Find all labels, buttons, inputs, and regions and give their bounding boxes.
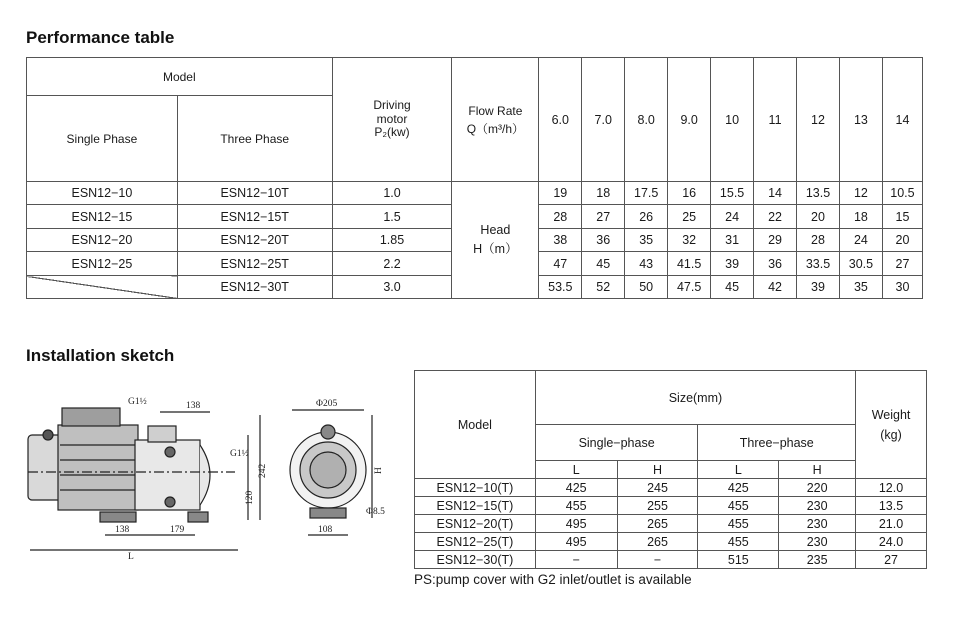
table-row bbox=[415, 479, 927, 497]
single-phase-model: ESN12−20 bbox=[27, 229, 178, 252]
size-value: 425 bbox=[535, 479, 617, 497]
head-value: 36 bbox=[582, 229, 625, 252]
three-phase-header: Three Phase bbox=[177, 96, 332, 182]
dim-138-bottom: 138 bbox=[115, 525, 130, 535]
head-value: 45 bbox=[582, 252, 625, 276]
head-value: 12 bbox=[839, 182, 882, 205]
size-value: 455 bbox=[698, 533, 779, 551]
g1-side-label: G1½ bbox=[230, 449, 249, 459]
size-value: 495 bbox=[535, 515, 617, 533]
size-value: 255 bbox=[617, 497, 698, 515]
head-value: 35 bbox=[625, 229, 668, 252]
single-phase-model-empty bbox=[27, 276, 178, 299]
motor-power: 1.0 bbox=[332, 182, 452, 205]
head-value: 27 bbox=[582, 205, 625, 229]
size-value: 455 bbox=[698, 497, 779, 515]
head-value: 42 bbox=[754, 276, 797, 299]
table-row bbox=[415, 497, 927, 515]
size-model: ESN12−20(T) bbox=[415, 515, 536, 533]
three-phase-size-header: Three−phase bbox=[698, 425, 856, 461]
flow-value: 9.0 bbox=[668, 58, 711, 182]
flow-value: 12 bbox=[797, 58, 840, 182]
three-phase-model: ESN12−30T bbox=[177, 276, 332, 299]
performance-table bbox=[26, 57, 923, 299]
size-value: 495 bbox=[535, 533, 617, 551]
head-value: 18 bbox=[582, 182, 625, 205]
head-value: 15.5 bbox=[711, 182, 754, 205]
dim-L: L bbox=[128, 552, 134, 562]
head-value: 52 bbox=[582, 276, 625, 299]
flow-rate-header: Flow Rate Q（m³/h） bbox=[452, 58, 539, 182]
head-value: 50 bbox=[625, 276, 668, 299]
head-header: Head H（m） bbox=[452, 182, 539, 299]
head-value: 15 bbox=[882, 205, 922, 229]
head-value: 25 bbox=[668, 205, 711, 229]
head-value: 41.5 bbox=[668, 252, 711, 276]
weight-value: 12.0 bbox=[856, 479, 927, 497]
flow-value: 8.0 bbox=[625, 58, 668, 182]
flow-value: 13 bbox=[839, 58, 882, 182]
head-value: 27 bbox=[882, 252, 922, 276]
dim-138-top: 138 bbox=[186, 401, 201, 411]
single-H-header: H bbox=[617, 461, 698, 479]
installation-sketch bbox=[20, 390, 410, 565]
weight-value: 21.0 bbox=[856, 515, 927, 533]
head-value: 33.5 bbox=[797, 252, 840, 276]
head-value: 47.5 bbox=[668, 276, 711, 299]
dim-179: 179 bbox=[170, 525, 185, 535]
head-value: 29 bbox=[754, 229, 797, 252]
head-value: 10.5 bbox=[882, 182, 922, 205]
three-phase-model: ESN12−25T bbox=[177, 252, 332, 276]
size-value: 425 bbox=[698, 479, 779, 497]
size-value: 230 bbox=[779, 497, 856, 515]
dim-H: H bbox=[374, 467, 384, 474]
size-value: 265 bbox=[617, 515, 698, 533]
head-value: 30.5 bbox=[839, 252, 882, 276]
three-phase-model: ESN12−15T bbox=[177, 205, 332, 229]
size-model: ESN12−30(T) bbox=[415, 551, 536, 569]
head-value: 17.5 bbox=[625, 182, 668, 205]
three-L-header: L bbox=[698, 461, 779, 479]
motor-power: 3.0 bbox=[332, 276, 452, 299]
motor-power: 2.2 bbox=[332, 252, 452, 276]
flow-value: 6.0 bbox=[539, 58, 582, 182]
size-value: 515 bbox=[698, 551, 779, 569]
three-phase-model: ESN12−20T bbox=[177, 229, 332, 252]
weight-header: Weight (kg) bbox=[856, 371, 927, 479]
head-value: 53.5 bbox=[539, 276, 582, 299]
size-value: 265 bbox=[617, 533, 698, 551]
flow-value: 7.0 bbox=[582, 58, 625, 182]
size-value: 455 bbox=[535, 497, 617, 515]
head-value: 18 bbox=[839, 205, 882, 229]
single-phase-model: ESN12−25 bbox=[27, 252, 178, 276]
weight-value: 27 bbox=[856, 551, 927, 569]
dim-phi8-5: Φ8.5 bbox=[366, 507, 385, 517]
single-phase-model: ESN12−10 bbox=[27, 182, 178, 205]
size-value: 455 bbox=[698, 515, 779, 533]
size-value: 245 bbox=[617, 479, 698, 497]
dim-242: 242 bbox=[258, 463, 268, 478]
model-header: Model bbox=[27, 58, 333, 96]
weight-value: 24.0 bbox=[856, 533, 927, 551]
size-value: − bbox=[535, 551, 617, 569]
head-value: 19 bbox=[539, 182, 582, 205]
flow-value: 14 bbox=[882, 58, 922, 182]
size-model: ESN12−15(T) bbox=[415, 497, 536, 515]
size-value: − bbox=[617, 551, 698, 569]
three-phase-model: ESN12−10T bbox=[177, 182, 332, 205]
dim-phi205: Φ205 bbox=[316, 399, 338, 409]
driving-motor-header: Driving motor P₂(kw) bbox=[332, 58, 452, 182]
size-value: 235 bbox=[779, 551, 856, 569]
installation-sketch-title: Installation sketch bbox=[26, 346, 175, 365]
three-H-header: H bbox=[779, 461, 856, 479]
size-model-header: Model bbox=[415, 371, 536, 479]
table-row bbox=[27, 182, 923, 205]
head-value: 35 bbox=[839, 276, 882, 299]
head-value: 47 bbox=[539, 252, 582, 276]
single-phase-model: ESN12−15 bbox=[27, 205, 178, 229]
head-value: 14 bbox=[754, 182, 797, 205]
size-model: ESN12−25(T) bbox=[415, 533, 536, 551]
head-value: 22 bbox=[754, 205, 797, 229]
table-row bbox=[415, 533, 927, 551]
side-view-pump bbox=[28, 408, 260, 550]
head-value: 24 bbox=[711, 205, 754, 229]
dim-108: 108 bbox=[318, 525, 333, 535]
size-value: 230 bbox=[779, 533, 856, 551]
head-value: 16 bbox=[668, 182, 711, 205]
g1-top-label: G1½ bbox=[128, 397, 147, 407]
head-value: 20 bbox=[797, 205, 840, 229]
performance-table-title: Performance table bbox=[26, 28, 175, 47]
head-value: 20 bbox=[882, 229, 922, 252]
size-model: ESN12−10(T) bbox=[415, 479, 536, 497]
single-phase-header: Single Phase bbox=[27, 96, 178, 182]
head-value: 39 bbox=[797, 276, 840, 299]
size-header: Size(mm) bbox=[535, 371, 855, 425]
dim-120: 120 bbox=[245, 490, 255, 505]
head-value: 28 bbox=[539, 205, 582, 229]
ps-note: PS:pump cover with G2 inlet/outlet is available bbox=[414, 572, 692, 587]
motor-power: 1.5 bbox=[332, 205, 452, 229]
head-value: 32 bbox=[668, 229, 711, 252]
flow-value: 10 bbox=[711, 58, 754, 182]
head-value: 45 bbox=[711, 276, 754, 299]
flow-value: 11 bbox=[754, 58, 797, 182]
head-value: 13.5 bbox=[797, 182, 840, 205]
head-value: 31 bbox=[711, 229, 754, 252]
head-value: 26 bbox=[625, 205, 668, 229]
single-phase-size-header: Single−phase bbox=[535, 425, 698, 461]
head-value: 30 bbox=[882, 276, 922, 299]
head-value: 36 bbox=[754, 252, 797, 276]
table-row bbox=[415, 515, 927, 533]
single-L-header: L bbox=[535, 461, 617, 479]
head-value: 38 bbox=[539, 229, 582, 252]
head-value: 39 bbox=[711, 252, 754, 276]
size-table bbox=[414, 370, 927, 569]
head-value: 43 bbox=[625, 252, 668, 276]
size-value: 220 bbox=[779, 479, 856, 497]
weight-value: 13.5 bbox=[856, 497, 927, 515]
size-value: 230 bbox=[779, 515, 856, 533]
table-row bbox=[415, 551, 927, 569]
head-value: 28 bbox=[797, 229, 840, 252]
head-value: 24 bbox=[839, 229, 882, 252]
front-view-pump bbox=[290, 410, 372, 535]
motor-power: 1.85 bbox=[332, 229, 452, 252]
